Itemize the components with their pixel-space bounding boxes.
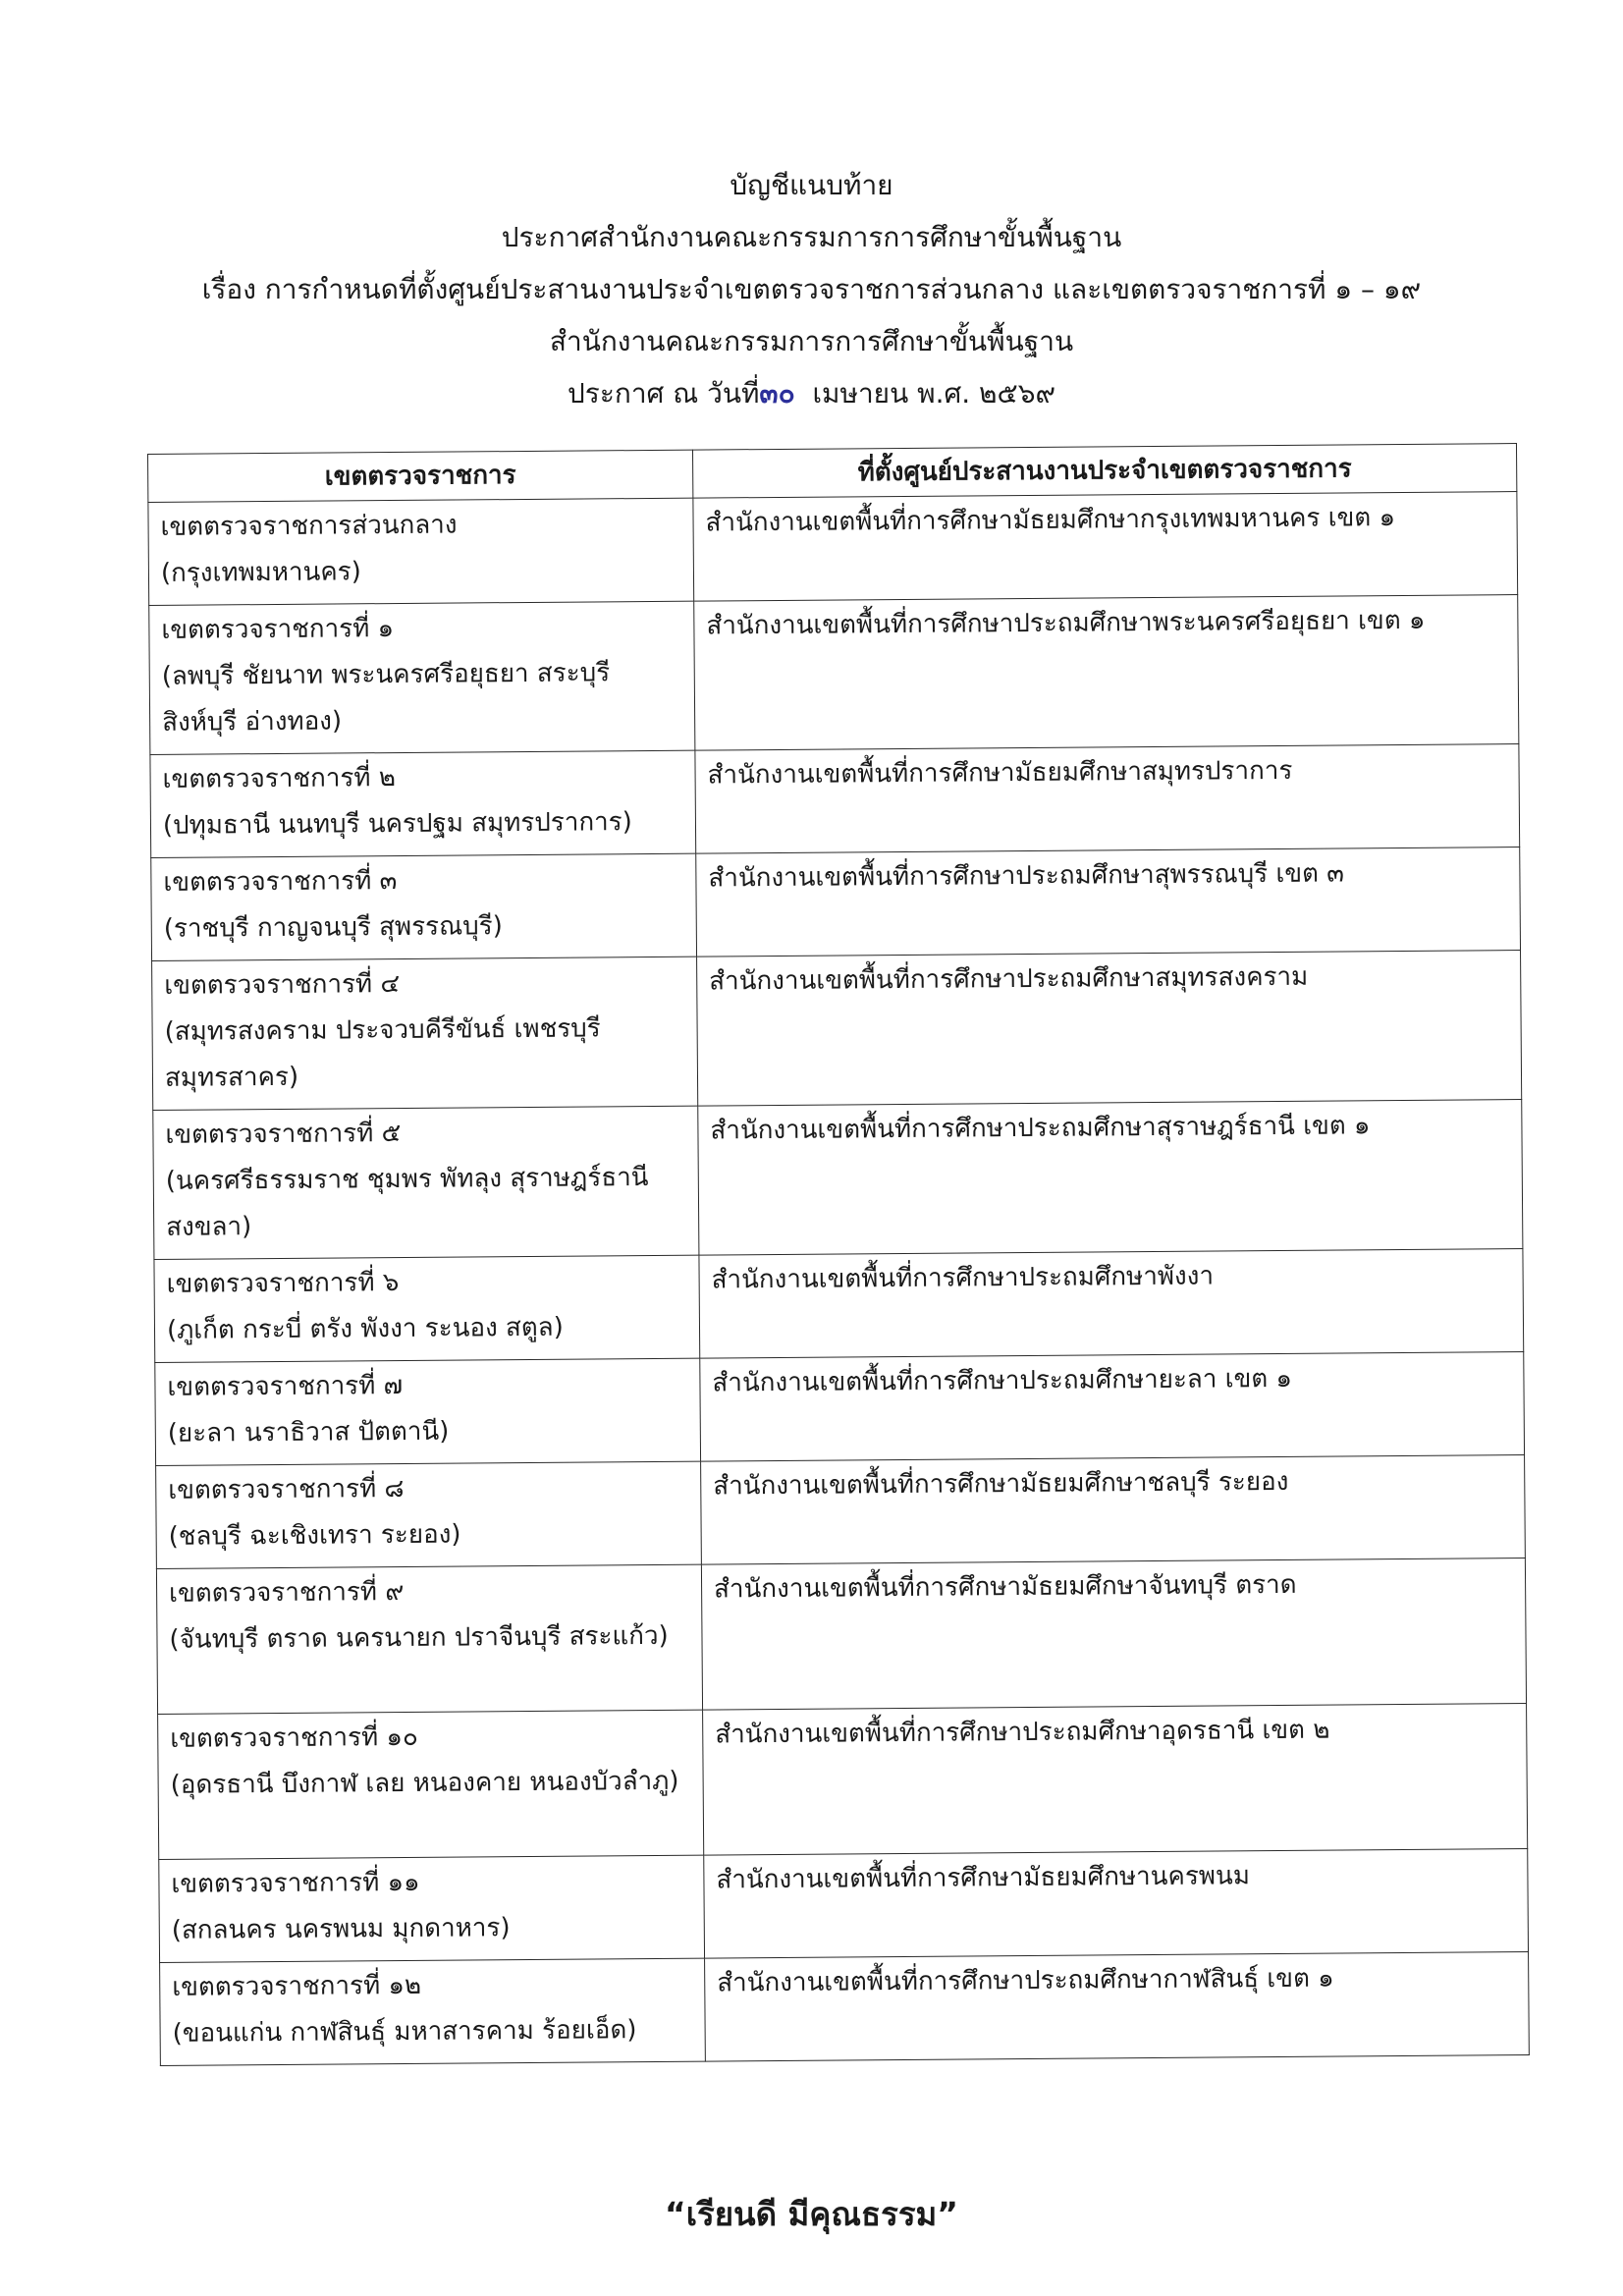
heading-date-day: ๓๐ [759, 377, 795, 410]
region-provinces: (ปทุมธานี นนทบุรี นครปฐม สมุทรปราการ) [162, 807, 632, 841]
region-cell [152, 957, 698, 1110]
heading-announcement: ประกาศสำนักงานคณะกรรมการการศึกษาขั้นพื้นฐาน [501, 221, 1122, 253]
table-row [159, 1849, 1529, 1963]
center-cell [693, 492, 1518, 602]
heading-date-prefix: ประกาศ ณ วันที่ [568, 377, 760, 410]
heading-date-line [0, 367, 1623, 419]
region-provinces: (ลพบุรี ชัยนาท พระนครศรีอยุธยา สระบุรี สิงห์บุรี อ่างทอง) [161, 658, 611, 738]
center-cell [699, 1249, 1524, 1359]
coordination-center-name: สำนักงานเขตพื้นที่การศึกษามัธยมศึกษาจันทบุรี ตราด [713, 1569, 1297, 1605]
region-provinces: (นครศรีธรรมราช ชุมพร พัทลุง สุราษฎร์ธานี สงขลา) [165, 1163, 649, 1242]
region-name: เขตตรวจราชการที่ ๘ [168, 1473, 405, 1505]
table-row [150, 744, 1520, 858]
coordination-center-name: สำนักงานเขตพื้นที่การศึกษาประถมศึกษาสุพรรณบุรี เขต ๓ [708, 858, 1345, 894]
center-cell [696, 847, 1521, 957]
coordination-center-name: สำนักงานเขตพื้นที่การศึกษาประถมศึกษายะลา เขต ๑ [712, 1363, 1293, 1398]
coordination-center-name: สำนักงานเขตพื้นที่การศึกษาประถมศึกษาพระนครศรีอยุธยา เขต ๑ [706, 605, 1426, 641]
region-provinces: (ยะลา นราธิวาส ปัตตานี) [167, 1416, 450, 1449]
region-cell [149, 601, 695, 754]
center-cell [700, 1352, 1525, 1462]
center-cell [695, 744, 1520, 854]
coordination-center-name: สำนักงานเขตพื้นที่การศึกษามัธยมศึกษากรุงเทพมหานคร เขต ๑ [705, 503, 1396, 538]
region-name: เขตตรวจราชการที่ ๗ [167, 1370, 404, 1402]
table-row [149, 595, 1519, 755]
center-cell [694, 595, 1519, 751]
region-provinces: (ราชบุรี กาญจนบุรี สุพรรณบุรี) [163, 911, 503, 944]
region-name: เขตตรวจราชการที่ ๑๒ [172, 1970, 422, 2002]
table-body [148, 492, 1529, 2066]
table-row [158, 1704, 1528, 1860]
region-cell [156, 1564, 702, 1714]
center-cell [701, 1455, 1526, 1565]
table-row [154, 1249, 1524, 1363]
region-name: เขตตรวจราชการที่ ๙ [169, 1576, 405, 1609]
region-cell [151, 853, 697, 960]
coordination-center-name: สำนักงานเขตพื้นที่การศึกษาประถมศึกษาพังงา [711, 1261, 1215, 1295]
coordination-center-name: สำนักงานเขตพื้นที่การศึกษามัธยมศึกษานครพนม [716, 1861, 1251, 1895]
column-header-region: เขตตรวจราชการ [148, 450, 693, 502]
table-container [147, 443, 1529, 2079]
document-heading [0, 159, 1623, 419]
center-cell [705, 1952, 1530, 2062]
region-cell [155, 1358, 701, 1465]
region-name: เขตตรวจราชการที่ ๑ [161, 614, 395, 645]
region-provinces: (กรุงเทพมหานคร) [160, 557, 361, 588]
center-cell [697, 951, 1522, 1107]
inspection-region-table [147, 443, 1530, 2066]
table-row [152, 951, 1522, 1111]
table-row [153, 1100, 1523, 1260]
region-provinces: (สกลนคร นครพนม มุกดาหาร) [171, 1913, 511, 1945]
region-cell [154, 1255, 700, 1362]
region-provinces: (ขอนแก่น กาฬสินธุ์ มหาสารคาม ร้อยเอ็ด) [172, 2015, 637, 2049]
table-row [148, 492, 1518, 606]
center-cell [704, 1849, 1529, 1959]
coordination-center-name: สำนักงานเขตพื้นที่การศึกษาประถมศึกษาอุดรธานี เขต ๒ [715, 1715, 1330, 1750]
coordination-center-name: สำนักงานเขตพื้นที่การศึกษาประถมศึกษากาฬสินธุ์ เขต ๑ [717, 1963, 1334, 1998]
region-name: เขตตรวจราชการที่ ๑๐ [170, 1722, 418, 1754]
heading-subject: เรื่อง การกำหนดที่ตั้งศูนย์ประสานงานประจำเขตตรวจราชการส่วนกลาง และเขตตรวจราชการที่ ๑ – ๑๙ [201, 273, 1422, 305]
region-name: เขตตรวจราชการส่วนกลาง [160, 510, 458, 542]
center-cell [698, 1100, 1523, 1256]
region-cell [153, 1106, 699, 1259]
center-cell [701, 1558, 1526, 1711]
center-cell [703, 1704, 1528, 1856]
region-provinces: (ชลบุรี ฉะเชิงเทรา ระยอง) [168, 1519, 461, 1552]
heading-date-suffix: เมษายน พ.ศ. ๒๕๖๙ [812, 377, 1055, 410]
heading-issuer: สำนักงานคณะกรรมการการศึกษาขั้นพื้นฐาน [549, 325, 1074, 357]
table-row [151, 847, 1521, 961]
coordination-center-name: สำนักงานเขตพื้นที่การศึกษามัธยมศึกษาสมุทรปราการ [707, 755, 1293, 791]
region-provinces: (ภูเก็ต กระบี่ ตรัง พังงา ระนอง สตูล) [166, 1312, 564, 1345]
region-cell [148, 498, 694, 605]
table-row [156, 1455, 1526, 1569]
region-provinces: (สมุทรสงคราม ประจวบคีรีขันธ์ เพชรบุรี สมุทรสาคร) [164, 1013, 601, 1093]
coordination-center-name: สำนักงานเขตพื้นที่การศึกษาประถมศึกษาสุราษฎร์ธานี เขต ๑ [710, 1111, 1371, 1146]
coordination-center-name: สำนักงานเขตพื้นที่การศึกษาประถมศึกษาสมุทรสงคราม [709, 961, 1309, 997]
heading-attachment-title: บัญชีแนบท้าย [730, 169, 893, 201]
region-name: เขตตรวจราชการที่ ๒ [162, 763, 397, 794]
table-row [160, 1952, 1530, 2066]
table-row [155, 1352, 1525, 1466]
footer-motto: “เรียนดี มีคุณธรรม” [665, 2195, 958, 2233]
region-provinces: (จันทบุรี ตราด นครนายก ปราจีนบุรี สระแก้ว) [169, 1620, 669, 1655]
region-name: เขตตรวจราชการที่ ๓ [163, 866, 398, 898]
table-row [156, 1558, 1526, 1715]
region-cell [160, 1958, 706, 2065]
region-cell [150, 750, 696, 857]
region-cell [156, 1461, 702, 1568]
region-cell [158, 1710, 704, 1859]
region-name: เขตตรวจราชการที่ ๖ [166, 1268, 400, 1299]
region-name: เขตตรวจราชการที่ ๕ [165, 1118, 402, 1150]
region-cell [159, 1855, 705, 1962]
region-provinces: (อุดรธานี บึงกาฬ เลย หนองคาย หนองบัวลำภู) [170, 1766, 679, 1800]
column-header-center: ที่ตั้งศูนย์ประสานงานประจำเขตตรวจราชการ [692, 444, 1516, 499]
region-name: เขตตรวจราชการที่ ๑๑ [171, 1867, 420, 1899]
coordination-center-name: สำนักงานเขตพื้นที่การศึกษามัธยมศึกษาชลบุรี ระยอง [713, 1466, 1289, 1502]
region-name: เขตตรวจราชการที่ ๔ [164, 968, 401, 1001]
